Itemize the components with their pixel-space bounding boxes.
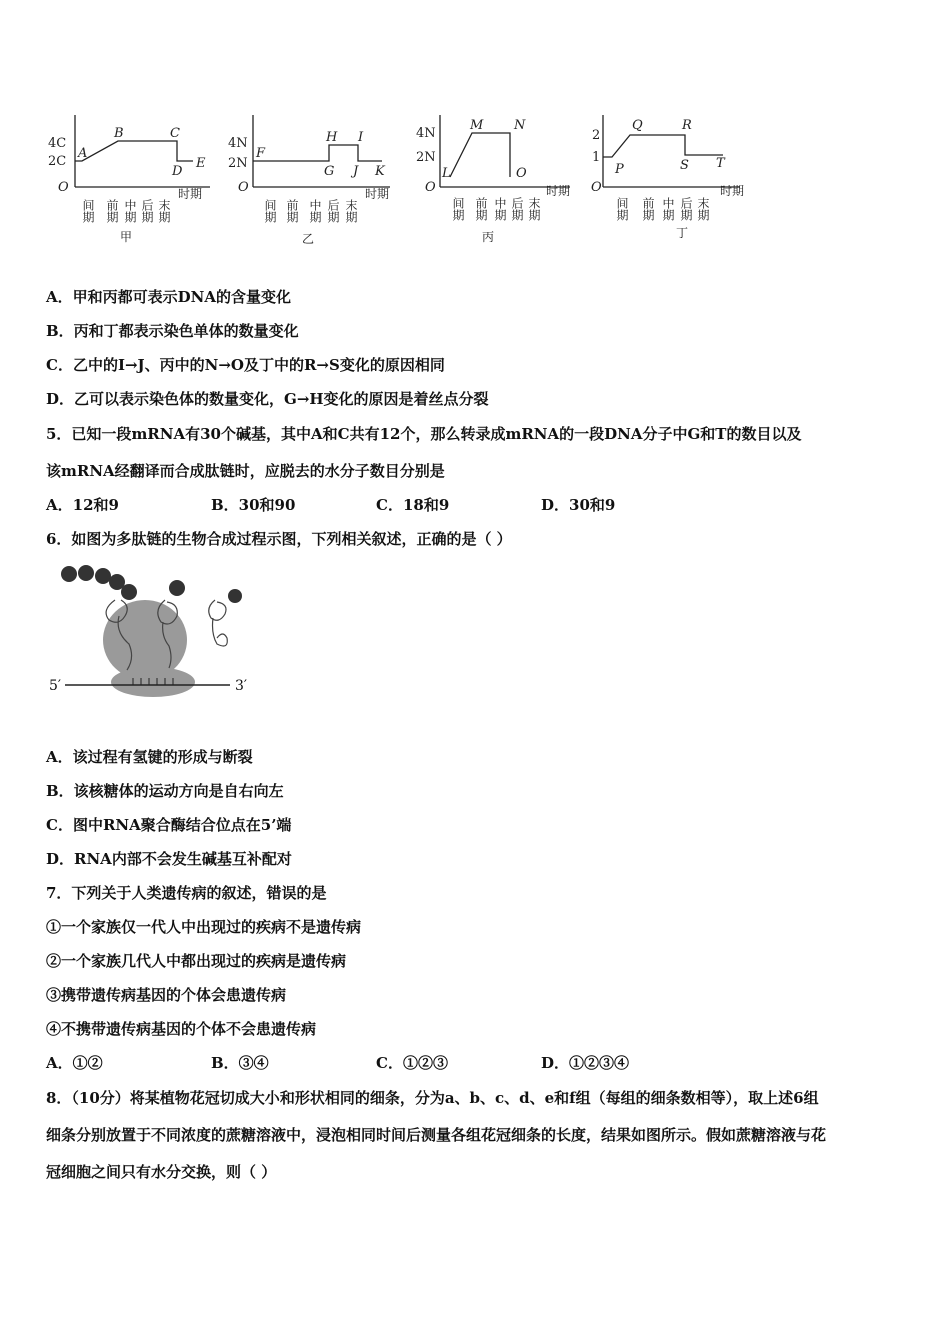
peptide-chain [61, 565, 242, 603]
graph-yi-xaxis: 时期 [365, 187, 390, 201]
q8-stem-line2: 细条分别放置于不同浓度的蔗糖溶液中，浸泡相同时间后测量各组花冠细条的长度，结果如图所示。假如蔗糖溶液与花 [46, 1126, 827, 1144]
q5-stem-line1: 5．已知一段mRNA有30个碱基，其中A和C共有12个，那么转录成mRNA的一段DNA分子中G和T的数目以及 [46, 425, 802, 443]
graph-bing-point-m: M [470, 118, 484, 133]
graph-bing-ytick-0: 4N [416, 126, 436, 141]
q7-item-1: ①一个家族仅一代人中出现过的疾病不是遗传病 [46, 918, 362, 936]
q5-option-a: A．12和9 [46, 496, 119, 514]
q6-option-c: C．图中RNA聚合酶结合位点在5’端 [46, 816, 292, 834]
graph-bing-xlabel-2: 中期 [493, 197, 507, 221]
q4-option-b: B．丙和丁都表示染色单体的数量变化 [46, 322, 299, 340]
q4-option-d: D．乙可以表示染色体的数量变化，G→H变化的原因是着丝点分裂 [46, 390, 489, 408]
q7-item-3: ③携带遗传病基因的个体会患遗传病 [46, 986, 287, 1004]
graph-jia-ytick-1: 2C [48, 154, 67, 169]
graph-yi-point-g: G [324, 164, 335, 179]
graph-jia-curve [75, 141, 193, 161]
graph-yi-curve [253, 145, 382, 161]
graph-jia-point-a: A [78, 146, 88, 161]
graph-yi-caption: 乙 [302, 232, 315, 245]
graph-bing-origin: O [425, 180, 436, 195]
graph-bing-caption: 丙 [482, 230, 495, 244]
graph-yi-xlabel-4: 末期 [344, 199, 358, 223]
graph-ding-point-p: P [615, 162, 624, 177]
graph-bing-ytick-1: 2N [416, 150, 436, 165]
graph-yi-ytick-0: 4N [228, 136, 248, 151]
graph-ding-point-t: T [716, 156, 725, 171]
q4-option-a: A．甲和丙都可表示DNA的含量变化 [46, 288, 291, 306]
graph-ding-point-r: R [682, 118, 692, 133]
graph-yi-xlabel-1: 前期 [285, 199, 299, 223]
q5-option-c: C．18和9 [376, 496, 450, 514]
graph-jia-xlabel-1: 前期 [105, 199, 119, 223]
graph-yi-origin: O [238, 180, 249, 195]
ribosome-diagram [45, 560, 265, 710]
graph-yi-axes [253, 115, 390, 187]
ribosome-small-subunit [111, 667, 195, 697]
q6-option-a: A．该过程有氢键的形成与断裂 [46, 748, 253, 766]
cell-division-graphs [40, 95, 760, 245]
graph-yi-point-i: I [358, 130, 364, 145]
graph-bing-point-n: N [514, 118, 526, 133]
q7-option-c: C．①②③ [376, 1054, 448, 1072]
graph-ding-caption: 丁 [676, 226, 689, 240]
graph-bing-xlabel-0: 间期 [451, 197, 465, 221]
graph-yi-point-j: J [353, 164, 359, 179]
q5-stem-line2: 该mRNA经翻译而合成肽链时，应脱去的水分子数目分别是 [46, 462, 445, 480]
graph-bing-point-l: L [442, 166, 451, 181]
graph-jia-ytick-0: 4C [48, 136, 67, 151]
graph-jia-caption: 甲 [120, 230, 133, 244]
graph-jia-point-c: C [170, 126, 180, 141]
q8-stem-line1: 8．（10分）将某植物花冠切成大小和形状相同的细条，分为a、b、c、d、e和f组（每组的细条数相等），取上述6组 [46, 1089, 819, 1107]
q7-option-b: B．③④ [211, 1054, 269, 1072]
graph-ding-xlabel-1: 前期 [641, 197, 655, 221]
q8-stem-line3: 冠细胞之间只有水分交换，则（ ） [46, 1163, 277, 1181]
graph-yi-ytick-1: 2N [228, 156, 248, 171]
graph-jia-axes [75, 115, 210, 187]
graph-bing-point-o: O [516, 166, 527, 181]
q5-option-d: D．30和9 [541, 496, 616, 514]
q5-option-b: B．30和90 [211, 496, 296, 514]
q7-option-d: D．①②③④ [541, 1054, 630, 1072]
graph-yi-point-k: K [375, 164, 385, 179]
graph-jia-xlabel-2: 中期 [123, 199, 137, 223]
q6-option-d: D．RNA内部不会发生碱基互补配对 [46, 850, 292, 868]
graph-ding-xlabel-0: 间期 [615, 197, 629, 221]
graph-jia-xaxis: 时期 [178, 187, 203, 201]
graph-ding-xlabel-2: 中期 [661, 197, 675, 221]
graph-bing-xlabel-4: 末期 [527, 197, 541, 221]
graph-yi-xlabel-2: 中期 [308, 199, 322, 223]
graph-ding-point-q: Q [632, 118, 643, 133]
graph-yi-point-f: F [256, 146, 266, 161]
label-3-prime: 3′ [235, 678, 248, 694]
graph-jia-origin: O [58, 180, 69, 195]
graph-ding-curve [603, 135, 723, 157]
graph-bing-axes [440, 115, 570, 187]
graph-ding-point-s: S [680, 158, 689, 173]
graph-bing-curve [450, 133, 510, 177]
graph-ding-ytick-1: 1 [592, 150, 601, 165]
graph-ding-xaxis: 时期 [720, 184, 745, 198]
graph-yi-xlabel-0: 间期 [263, 199, 277, 223]
q7-item-2: ②一个家族几代人中都出现过的疾病是遗传病 [46, 952, 347, 970]
graph-jia-point-d: D [172, 164, 183, 179]
graph-jia-point-b: B [114, 126, 124, 141]
label-5-prime: 5′ [49, 678, 62, 694]
graph-bing-xaxis: 时期 [546, 184, 571, 198]
graph-ding-xlabel-4: 末期 [696, 197, 710, 221]
graph-jia-xlabel-4: 末期 [157, 199, 171, 223]
graph-yi-xlabel-3: 后期 [326, 199, 340, 223]
q7-item-4: ④不携带遗传病基因的个体不会患遗传病 [46, 1020, 317, 1038]
graph-bing-xlabel-3: 后期 [510, 197, 524, 221]
graph-jia-point-e: E [196, 156, 206, 171]
graph-bing-xlabel-1: 前期 [474, 197, 488, 221]
q7-option-a: A．①② [46, 1054, 103, 1072]
graph-jia-xlabel-3: 后期 [140, 199, 154, 223]
graph-ding-origin: O [591, 180, 602, 195]
graph-ding-ytick-0: 2 [592, 128, 601, 143]
q4-option-c: C．乙中的I→J、丙中的N→O及丁中的R→S变化的原因相同 [46, 356, 445, 374]
q6-option-b: B．该核糖体的运动方向是自右向左 [46, 782, 284, 800]
graph-yi-point-h: H [326, 130, 338, 145]
graph-ding-xlabel-3: 后期 [679, 197, 693, 221]
graph-jia-xlabel-0: 间期 [81, 199, 95, 223]
q6-stem: 6．如图为多肽链的生物合成过程示图，下列相关叙述，正确的是（ ） [46, 530, 512, 548]
q7-stem: 7．下列关于人类遗传病的叙述，错误的是 [46, 884, 327, 902]
